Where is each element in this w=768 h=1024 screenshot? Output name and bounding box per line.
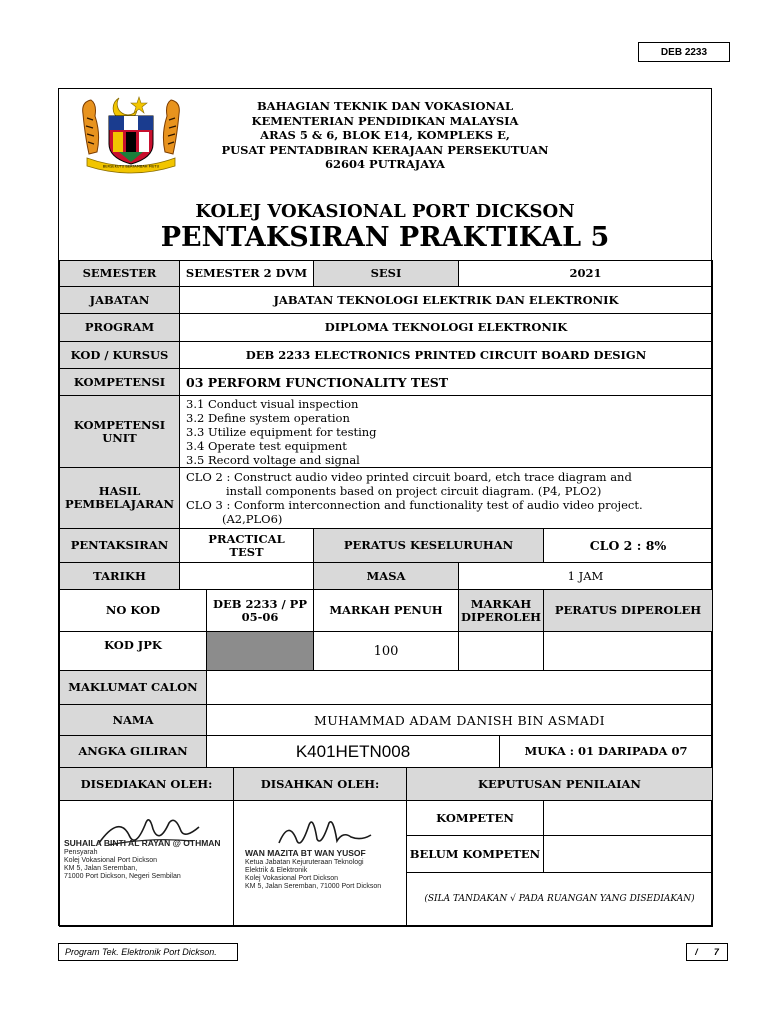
program-value: DIPLOMA TEKNOLOGI ELEKTRONIK (179, 313, 713, 342)
maklumat-calon-space (206, 670, 713, 705)
peratus-keseluruhan-value: CLO 2 : 8% (543, 528, 713, 563)
header-line-5: 62604 PUTRAJAYA (325, 157, 445, 171)
markah-diperoleh-label: MARKAH DIPEROLEH (458, 589, 544, 632)
disahkan-label: DISAHKAN OLEH: (233, 767, 407, 801)
page-counter (686, 943, 728, 961)
crest-motto: BERSEKUTU BERTAMBAH MUTU (102, 164, 160, 169)
kompetensi-value: 03 PERFORM FUNCTIONALITY TEST (179, 368, 713, 396)
semester-label: SEMESTER (59, 260, 180, 287)
page-slash: / (695, 947, 698, 957)
tarikh-label: TARIKH (59, 562, 180, 590)
kod-jpk-value (206, 631, 314, 671)
no-kod-value: DEB 2233 / PP 05-06 (206, 589, 314, 632)
kompetensi-unit-label: KOMPETENSI UNIT (59, 395, 180, 468)
angka-giliran-value[interactable]: K401HETN008 (206, 735, 500, 768)
kompeten-label: KOMPETEN (406, 800, 544, 836)
hasil-pembelajaran-label: HASIL PEMBELAJARAN (59, 467, 180, 529)
maklumat-calon-label: MAKLUMAT CALON (59, 670, 207, 705)
kompetensi-unit-list (179, 395, 713, 468)
approver-signature-icon (271, 811, 381, 851)
markah-penuh-label: MARKAH PENUH (313, 589, 459, 632)
angka-giliran-label: ANGKA GILIRAN (59, 735, 207, 768)
document-code: DEB 2233 (638, 42, 730, 62)
masa-value: 1 JAM (458, 562, 713, 590)
kompetensi-label: KOMPETENSI (59, 368, 180, 396)
approver-details: WAN MAZITA BT WAN YUSOF Ketua Jabatan Kejuruteraan Teknologi Elektrik & Elektronik Kolej Vokasional Port Dickson KM 5, Jalan Seremban, 71000 Port Dickson (245, 848, 382, 890)
markah-penuh-value[interactable]: 100 (313, 631, 459, 671)
tarikh-value (179, 562, 314, 590)
nama-value[interactable]: MUHAMMAD ADAM DANISH BIN ASMADI (206, 704, 713, 736)
nama-label: NAMA (59, 704, 207, 736)
pentaksiran-value: PRACTICAL TEST (179, 528, 314, 563)
unit-item: 3.3 Utilize equipment for testing (186, 424, 377, 439)
pentaksiran-label: PENTAKSIRAN (59, 528, 180, 563)
sesi-label: SESI (313, 260, 459, 287)
no-kod-label: NO KOD (59, 589, 207, 632)
sesi-value: 2021 (458, 260, 713, 287)
muka-value: MUKA : 01 DARIPADA 07 (499, 735, 713, 768)
unit-item: 3.4 Operate test equipment (186, 438, 347, 453)
header-line-3: ARAS 5 & 6, BLOK E14, KOMPLEKS E, (260, 128, 510, 142)
clo-line: (A2,PLO6) (222, 512, 283, 526)
unit-item: 3.2 Define system operation (186, 410, 350, 425)
markah-diperoleh-value[interactable] (458, 631, 544, 671)
tandakan-note: (SILA TANDAKAN √ PADA RUANGAN YANG DISEDIAKAN) (406, 872, 713, 927)
college-name: KOLEJ VOKASIONAL PORT DICKSON (195, 201, 575, 222)
kod-kursus-label: KOD / KURSUS (59, 341, 180, 369)
header-line-4: PUSAT PENTADBIRAN KERAJAAN PERSEKUTUAN (221, 142, 549, 157)
clo-line: CLO 3 : Conform interconnection and functionality test of audio video project. (186, 498, 643, 512)
preparer-details: SUHAILA BINTI AL RAYAN @ OTHMAN Pensyarah Kolej Vokasional Port Dickson KM 5, Jalan Seremban, 71000 Port Dickson, Negeri Sembilan (64, 838, 221, 880)
clo-line: CLO 2 : Construct audio video printed circuit board, etch trace diagram and (186, 470, 632, 484)
form-frame (58, 88, 712, 926)
kod-jpk-label: KOD JPK (59, 631, 207, 671)
jabatan-value: JABATAN TEKNOLOGI ELEKTRIK DAN ELEKTRONIK (179, 286, 713, 314)
unit-item: 3.1 Conduct visual inspection (186, 396, 359, 411)
belum-kompeten-checkbox[interactable] (543, 835, 713, 873)
clo-line: install components based on project circuit diagram. (P4, PLO2) (226, 484, 602, 498)
unit-item: 3.5 Record voltage and signal (186, 452, 360, 467)
document-title: PENTAKSIRAN PRAKTIKAL 5 (160, 222, 610, 253)
program-label: PROGRAM (59, 313, 180, 342)
belum-kompeten-label: BELUM KOMPETEN (406, 835, 544, 873)
jabatan-label: JABATAN (59, 286, 180, 314)
semester-value: SEMESTER 2 DVM (179, 260, 314, 287)
keputusan-label: KEPUTUSAN PENILAIAN (406, 767, 713, 801)
peratus-diperoleh-label: PERATUS DIPEROLEH (543, 589, 713, 632)
header-line-1: BAHAGIAN TEKNIK DAN VOKASIONAL (256, 99, 514, 113)
footer-program-note: Program Tek. Elektronik Port Dickson. (58, 943, 238, 961)
page-total: 7 (713, 947, 719, 957)
clo-list (179, 467, 713, 529)
header-line-2: KEMENTERIAN PENDIDIKAN MALAYSIA (251, 113, 519, 128)
peratus-diperoleh-value[interactable] (543, 631, 713, 671)
kompeten-checkbox[interactable] (543, 800, 713, 836)
peratus-keseluruhan-label: PERATUS KESELURUHAN (313, 528, 544, 563)
kod-kursus-value: DEB 2233 ELECTRONICS PRINTED CIRCUIT BOARD DESIGN (179, 341, 713, 369)
disediakan-label: DISEDIAKAN OLEH: (59, 767, 234, 801)
masa-label: MASA (313, 562, 459, 590)
